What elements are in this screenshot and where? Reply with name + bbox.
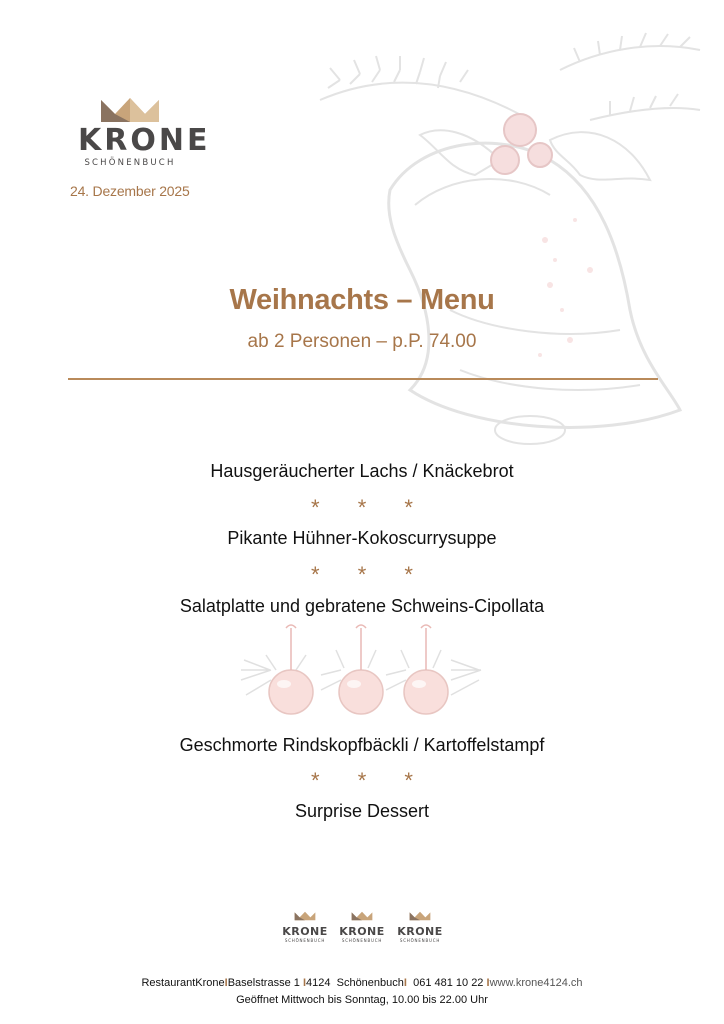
course-1: Hausgeräucherter Lachs / Knäckebrot <box>210 461 514 481</box>
crown-icon <box>99 96 161 124</box>
footer-phone: 061 481 10 22 <box>413 977 484 989</box>
footer-hours: Geöffnet Mittwoch bis Sonntag, 10.00 bis 22.00 Uhr <box>236 994 488 1006</box>
mini-logo-name: KRONE <box>282 925 328 938</box>
footer-city: Schönenbuch <box>336 977 404 989</box>
crown-icon <box>408 911 432 921</box>
menu-title: Weihnachts – Menu <box>229 284 495 316</box>
crown-icon <box>293 911 317 921</box>
bell-illustration <box>300 10 710 460</box>
bauble-ornaments-illustration <box>236 620 486 725</box>
menu-date: 24. Dezember 2025 <box>70 183 190 199</box>
mini-logo-subtitle: SCHÖNENBUCH <box>284 938 326 943</box>
footer-address <box>0 977 724 989</box>
course-2: Pikante Hühner-Kokoscurrysuppe <box>227 528 497 548</box>
footer-separator: I <box>403 977 407 989</box>
mini-logo-subtitle: SCHÖNENBUCH <box>341 938 383 943</box>
mini-logo-name: KRONE <box>397 925 443 938</box>
course-4: Geschmorte Rindskopfbäckli / Kartoffelstampf <box>179 735 545 755</box>
course-separator: * * * <box>311 768 429 793</box>
footer-separator: I <box>486 977 490 989</box>
footer-separator: I <box>302 977 306 989</box>
footer-separator: I <box>224 977 228 989</box>
footer-restaurant: RestaurantKrone <box>141 977 225 989</box>
mini-logo-subtitle: SCHÖNENBUCH <box>399 938 441 943</box>
mini-logo <box>395 908 445 943</box>
footer-website-link[interactable]: www.krone4124.ch <box>489 977 583 989</box>
divider-line <box>68 378 658 380</box>
menu-subtitle: ab 2 Personen – p.P. 74.00 <box>247 331 477 352</box>
mini-logo <box>280 908 330 943</box>
course-separator: * * * <box>311 562 429 587</box>
krone-logo <box>78 96 211 168</box>
footer-postcode: 4124 <box>306 977 331 989</box>
mini-logo-name: KRONE <box>339 925 385 938</box>
mini-logo <box>337 908 387 943</box>
course-3: Salatplatte und gebratene Schweins-Cipollata <box>179 596 545 616</box>
logo-subtitle: SCHÖNENBUCH <box>84 158 176 168</box>
footer-street: Baselstrasse 1 <box>227 977 300 989</box>
crown-icon <box>350 911 374 921</box>
logo-name: KRONE <box>78 123 211 158</box>
course-5: Surprise Dessert <box>294 801 430 821</box>
course-separator: * * * <box>311 495 429 520</box>
